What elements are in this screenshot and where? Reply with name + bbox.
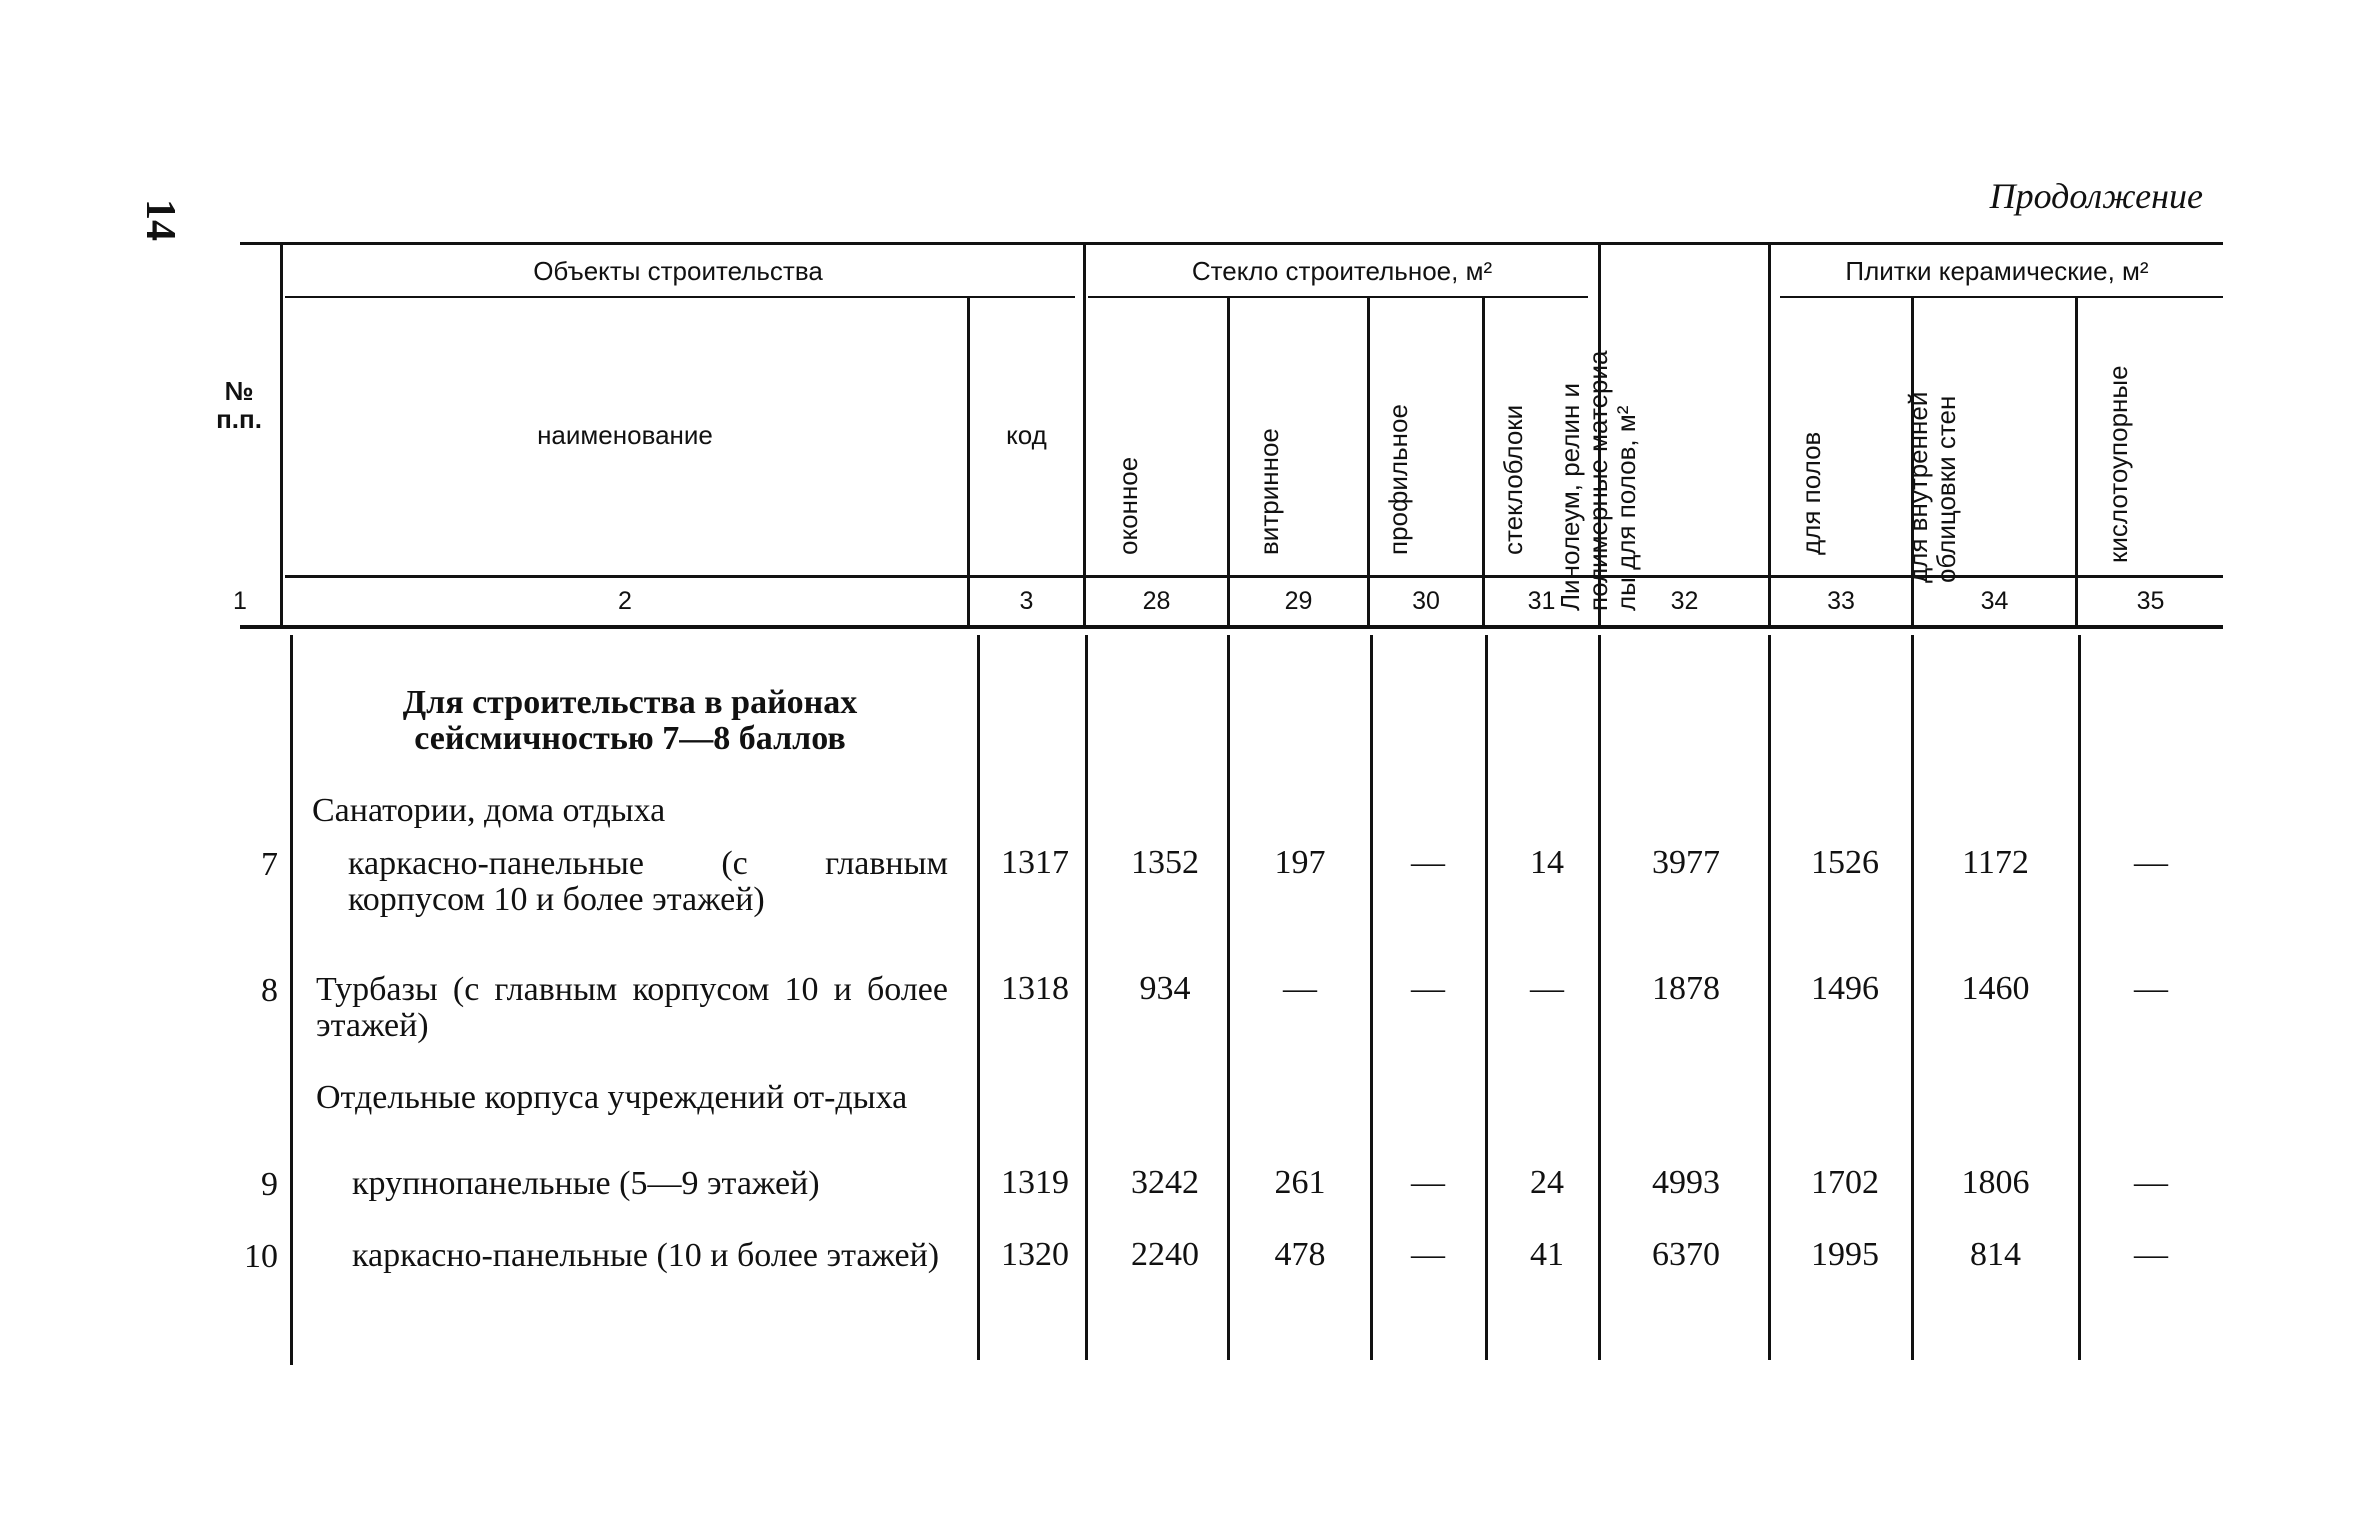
header-vline: [1083, 245, 1086, 625]
continuation-label: Продолжение: [1989, 176, 2203, 216]
row-c32: 3977: [1652, 844, 1720, 881]
column-number: 2: [618, 586, 632, 615]
header-glass-showcase: витринное: [1254, 428, 1284, 555]
header-vline: [1482, 298, 1485, 625]
row-c33: 1702: [1811, 1164, 1879, 1201]
row-c31: 14: [1530, 844, 1564, 881]
group-separate: Отдельные корпуса учреждений от-дыха: [316, 1079, 908, 1116]
group-sanatorium: Санатории, дома отдыха: [312, 792, 666, 829]
column-number: 33: [1827, 586, 1855, 615]
header-glass-blocks: стеклоблоки: [1498, 404, 1528, 555]
column-number: 30: [1412, 586, 1440, 615]
row-code: 1320: [1001, 1236, 1069, 1273]
body-vline: [1485, 635, 1488, 1360]
row-c28: 3242: [1131, 1164, 1199, 1201]
column-numbers-rule: [240, 625, 2223, 629]
row-c35: —: [2134, 970, 2168, 1007]
row-number: 9: [261, 1166, 278, 1203]
column-number: 1: [233, 586, 247, 615]
header-tiles-wall: для внутренней облицовки стен: [1903, 391, 1961, 583]
row-c34: 1806: [1961, 1164, 2030, 1201]
column-number: 34: [1980, 586, 2009, 615]
body-vline: [290, 635, 293, 1365]
column-number: 31: [1527, 586, 1556, 615]
header-vline: [2075, 298, 2078, 625]
row-code: 1317: [1001, 844, 1069, 881]
row-code: 1318: [1001, 970, 1069, 1007]
header-objects-group: Объекты строительства: [533, 255, 823, 286]
row-c30: —: [1411, 970, 1445, 1007]
row-c30: —: [1411, 844, 1445, 881]
column-number: 35: [2136, 586, 2165, 615]
row-c31: 24: [1530, 1164, 1564, 1201]
row-name: крупнопанельные (5—9 этажей): [352, 1165, 820, 1202]
row-name: Турбазы (с главным корпусом 10 и более этажей): [316, 971, 948, 1044]
table-top-rule: [240, 242, 2223, 245]
group-header-rule-tiles: [1780, 296, 2223, 298]
row-name: каркасно-панельные (с главным корпусом 10 и более этажей): [348, 845, 948, 918]
body-vline: [1768, 635, 1771, 1360]
row-c32: 1878: [1652, 970, 1720, 1007]
column-number: 3: [1019, 586, 1034, 615]
row-c34: 814: [1970, 1236, 2021, 1273]
row-number: 10: [244, 1238, 278, 1275]
row-c31: —: [1530, 970, 1564, 1007]
header-vline: [1227, 298, 1230, 625]
row-name: каркасно-панельные (10 и более этажей): [352, 1237, 940, 1274]
header-code: код: [1006, 419, 1047, 450]
row-c34: 1460: [1961, 970, 2030, 1007]
row-c33: 1526: [1811, 844, 1879, 881]
row-c35: —: [2134, 1236, 2168, 1273]
row-c29: 197: [1274, 844, 1326, 881]
body-vline: [1085, 635, 1088, 1360]
header-tiles-group: Плитки керамические, м²: [1845, 255, 2149, 286]
row-c29: —: [1283, 970, 1317, 1007]
row-c28: 2240: [1131, 1236, 1199, 1273]
row-c35: —: [2134, 844, 2168, 881]
row-c30: —: [1411, 1236, 1445, 1273]
page-number: 14: [137, 199, 183, 241]
row-c35: —: [2134, 1164, 2168, 1201]
row-c30: —: [1411, 1164, 1445, 1201]
group-header-rule-glass: [1088, 296, 1588, 298]
header-glass-window: оконное: [1113, 456, 1143, 555]
header-no: № п.п.: [216, 376, 262, 434]
header-glass-group: Стекло строительное, м²: [1191, 255, 1493, 286]
row-c31: 41: [1530, 1236, 1564, 1273]
column-number: 28: [1142, 586, 1171, 615]
row-code: 1319: [1001, 1164, 1069, 1201]
section-title: Для строительства в районах сейсмичностью 7—8 баллов: [402, 684, 858, 757]
header-vline: [1367, 298, 1370, 625]
row-c29: 261: [1274, 1164, 1326, 1201]
row-c29: 478: [1274, 1236, 1326, 1273]
body-vline: [977, 635, 980, 1360]
row-c32: 4993: [1652, 1164, 1720, 1201]
row-number: 7: [261, 846, 278, 883]
row-c28: 934: [1139, 970, 1191, 1007]
row-c33: 1496: [1811, 970, 1879, 1007]
header-name: наименование: [537, 419, 713, 450]
header-glass-profile: профильное: [1383, 404, 1413, 555]
row-c32: 6370: [1652, 1236, 1720, 1273]
row-c33: 1995: [1811, 1236, 1879, 1273]
header-vline: [1768, 245, 1771, 625]
row-c28: 1352: [1131, 844, 1199, 881]
row-c34: 1172: [1962, 844, 2029, 881]
row-number: 8: [261, 972, 278, 1009]
group-header-rule-objects: [285, 296, 1075, 298]
header-tiles-floor: для полов: [1796, 431, 1826, 555]
header-vline: [967, 298, 970, 625]
header-tiles-acid: кислотоупорные: [2103, 365, 2133, 563]
column-number: 32: [1670, 586, 1699, 615]
column-number: 29: [1284, 586, 1313, 615]
header-linoleum: Линолеум, релин и полимерные материа- лы для полов, м²: [1555, 341, 1641, 611]
